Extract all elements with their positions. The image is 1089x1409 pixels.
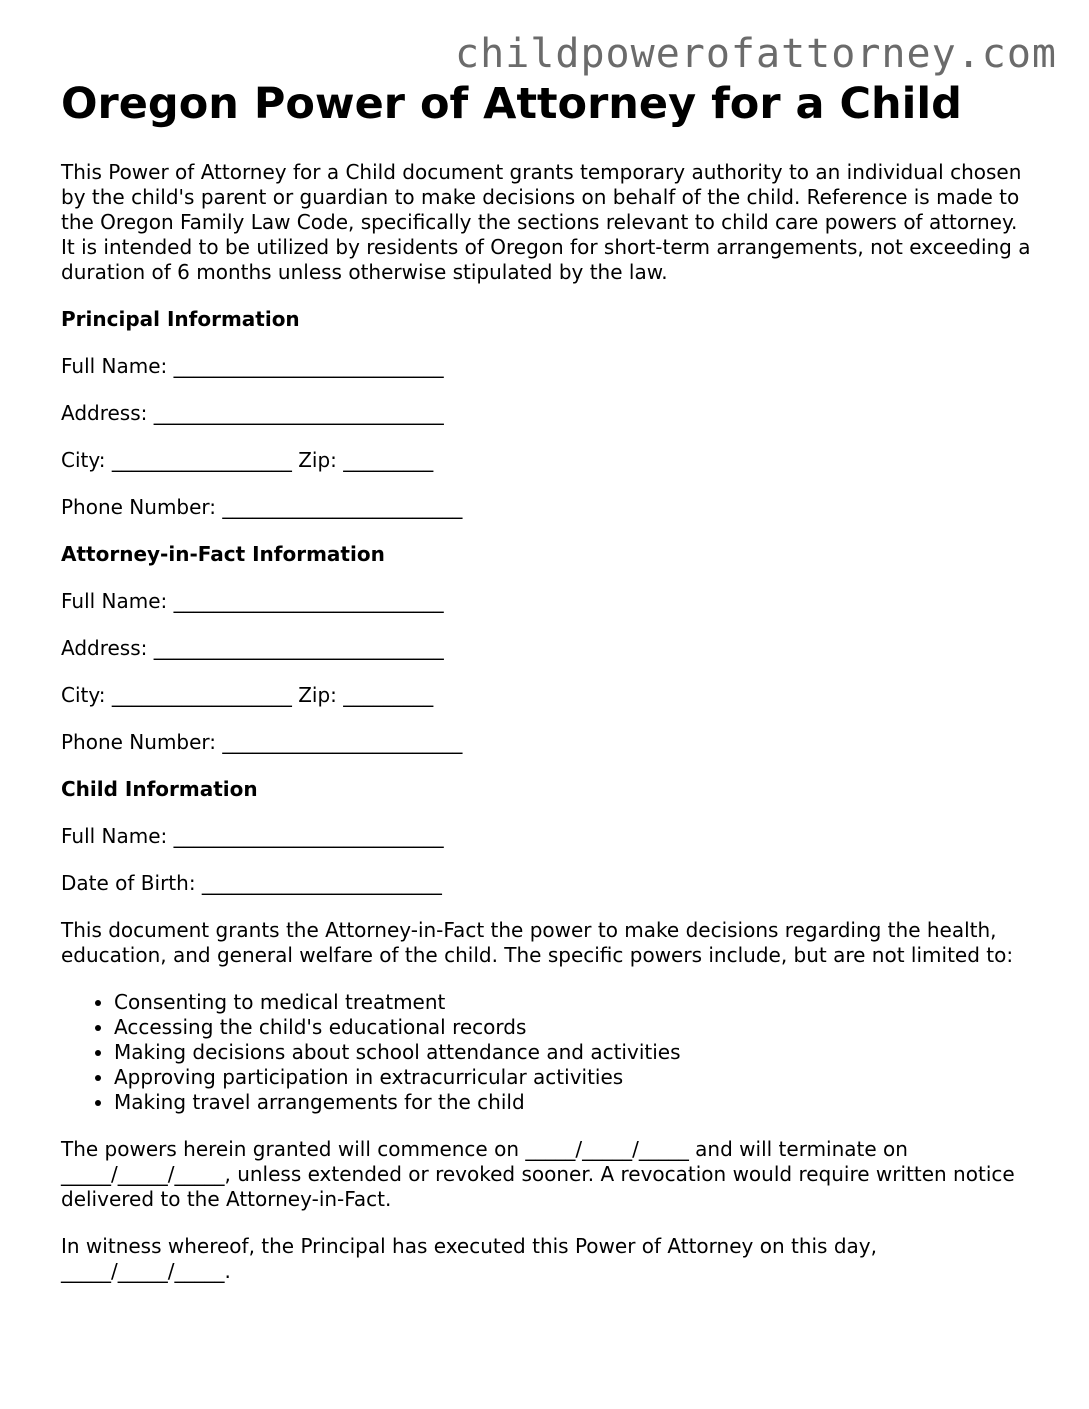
list-item: • Accessing the child's educational records (114, 1015, 1031, 1040)
principal-full-name-field: Full Name: ___________________________ (61, 354, 444, 378)
page-title: Oregon Power of Attorney for a Child (61, 79, 962, 129)
principal-address-field: Address: _____________________________ (61, 401, 444, 425)
principal-city-zip-field: City: __________________ Zip: _________ (61, 448, 434, 472)
list-item: • Consenting to medical treatment (114, 990, 1031, 1015)
child-full-name-field: Full Name: ___________________________ (61, 824, 444, 848)
attorney-city-zip-field: City: __________________ Zip: _________ (61, 683, 434, 707)
powers-list (61, 990, 1031, 1115)
watermark: childpowerofattorney.com (455, 31, 1057, 77)
list-item: • Making decisions about school attendance and activities (114, 1040, 1031, 1065)
intro-paragraph: This Power of Attorney for a Child document grants temporary authority to an individual chosen by the child's parent or guardian to make decisions on behalf of the child. Reference is made to the Oregon Family Law Code, specifically the sections relevant to child care powers of attorney. It is intended to be utilized by residents of Oregon for short-term arrangements, not exceeding a duration of 6 months unless otherwise stipulated by the law. (61, 160, 1031, 284)
list-item: • Making travel arrangements for the child (114, 1090, 1031, 1115)
child-dob-field: Date of Birth: ________________________ (61, 871, 442, 895)
powers-intro-paragraph: This document grants the Attorney-in-Fact the power to make decisions regarding the health, education, and general welfare of the child. The specific powers include, but are not limited to: (61, 918, 1014, 967)
child-heading: Child Information (61, 777, 258, 801)
attorney-address-field: Address: _____________________________ (61, 636, 444, 660)
principal-heading: Principal Information (61, 307, 300, 331)
document-page (61, 78, 1031, 1284)
principal-phone-field: Phone Number: ________________________ (61, 495, 463, 519)
term-paragraph: The powers herein granted will commence on _____/_____/_____ and will terminate on _____/_____/_____, unless extended or revoked sooner. A revocation would require written notice delivered to the Attorney-in-Fact. (61, 1137, 1015, 1211)
attorney-heading: Attorney-in-Fact Information (61, 542, 385, 566)
attorney-phone-field: Phone Number: ________________________ (61, 730, 463, 754)
witness-paragraph: In witness whereof, the Principal has executed this Power of Attorney on this day, _____/_____/_____. (61, 1234, 877, 1283)
attorney-full-name-field: Full Name: ___________________________ (61, 589, 444, 613)
list-item: • Approving participation in extracurricular activities (114, 1065, 1031, 1090)
